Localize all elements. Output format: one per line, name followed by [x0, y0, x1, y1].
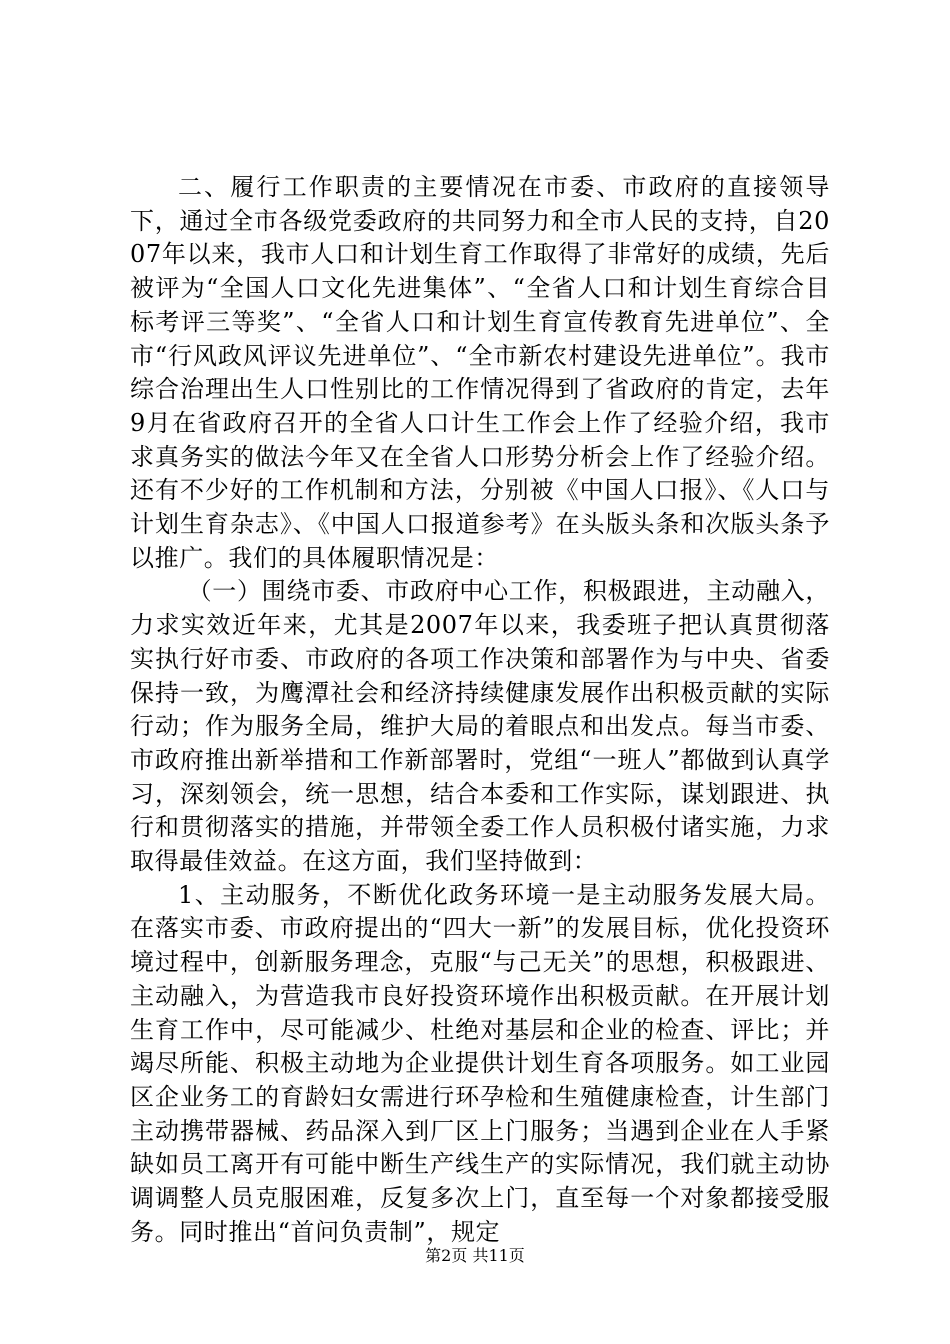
paragraph-performance-overview: 二、履行工作职责的主要情况在市委、市政府的直接领导下，通过全市各级党委政府的共同努力和全市人民的支持，自2007年以来，我市人口和计划生育工作取得了非常好的成绩，先后被评为“全国人口文化先进集体”、“全省人口和计划生育综合目标考评三等奖”、“全省人口和计划生育宣传教育先进单位”、全市“行风政风评议先进单位”、“全市新农村建设先进单位”。我市综合治理出生人口性别比的工作情况得到了省政府的肯定，去年9月在省政府召开的全省人口计生工作会上作了经验介绍，我市求真务实的做法今年又在全省人口形势分析会上作了经验介绍。还有不少好的工作机制和方法，分别被《中国人口报》、《人口与计划生育杂志》、《中国人口报道参考》在头版头条和次版头条予以推广。我们的具体履职情况是：	[130, 173, 830, 572]
paragraph-active-service: 1、主动服务，不断优化政务环境一是主动服务发展大局。在落实市委、市政府提出的“四大一新”的发展目标，优化投资环境过程中，创新服务理念，克服“与己无关”的思想，积极跟进、主动融入，为营造我市良好投资环境作出积极贡献。在开展计划生育工作中，尽可能减少、杜绝对基层和企业的检查、评比；并竭尽所能、积极主动地为企业提供计划生育各项服务。如工业园区企业务工的育龄妇女需进行环孕检和生殖健康检查，计生部门主动携带器械、药品深入到厂区上门服务；当遇到企业在人手紧缺如员工离开有可能中断生产线生产的实际情况，我们就主动协调调整人员克服困难，反复多次上门，直至每一个对象都接受服务。同时推出“首问负责制”，规定	[130, 880, 830, 1246]
paragraph-central-work: （一）围绕市委、市政府中心工作，积极跟进，主动融入，力求实效近年来，尤其是2007年以来，我委班子把认真贯彻落实执行好市委、市政府的各项工作决策和部署作为与中央、省委保持一致，为鹰潭社会和经济持续健康发展作出积极贡献的实际行动；作为服务全局，维护大局的着眼点和出发点。每当市委、市政府推出新举措和工作新部署时，党组“一班人”都做到认真学习，深刻领会，统一思想，结合本委和工作实际，谋划跟进、执行和贯彻落实的措施，并带领全委工作人员积极付诸实施，力求取得最佳效益。在这方面，我们坚持做到：	[130, 577, 830, 876]
document-body	[130, 171, 830, 1250]
page-footer: 第2页 共11页	[425, 1246, 525, 1265]
